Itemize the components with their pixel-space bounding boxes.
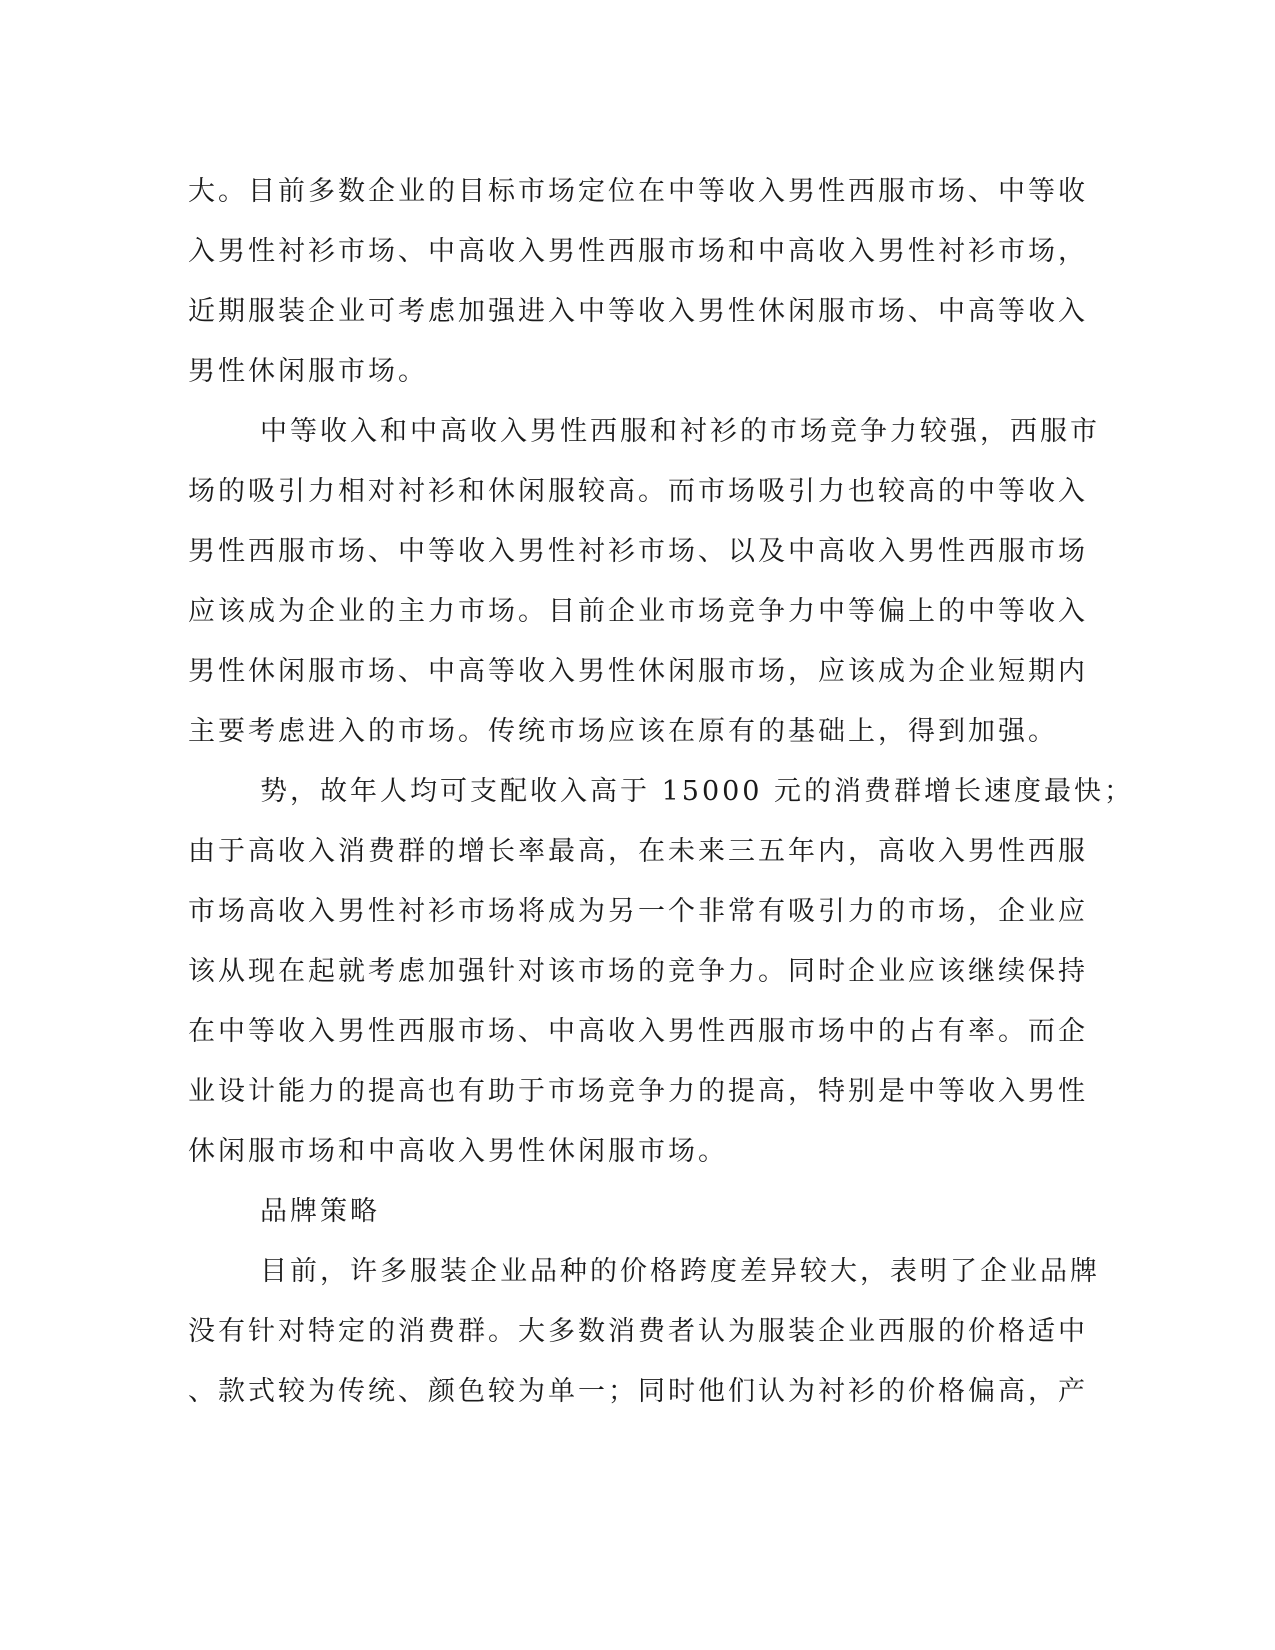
paragraph-3 — [188, 762, 1135, 1182]
text-line: 男性休闲服市场。 — [188, 356, 428, 387]
text-line: 主要考虑进入的市场。传统市场应该在原有的基础上，得到加强。 — [188, 716, 1058, 747]
paragraph-2 — [188, 402, 1100, 762]
text-line: 、款式较为传统、颜色较为单一；同时他们认为衬衫的价格偏高，产 — [188, 1376, 1088, 1407]
text-line: 没有针对特定的消费群。大多数消费者认为服装企业西服的价格适中 — [188, 1316, 1088, 1347]
text-line: 市场高收入男性衬衫市场将成为另一个非常有吸引力的市场，企业应 — [188, 896, 1088, 927]
text-line: 近期服装企业可考虑加强进入中等收入男性休闲服市场、中高等收入 — [188, 296, 1088, 327]
section-heading: 品牌策略 — [260, 1196, 380, 1227]
paragraph-1 — [188, 162, 1088, 402]
text-line: 业设计能力的提高也有助于市场竞争力的提高，特别是中等收入男性 — [188, 1076, 1088, 1107]
text-line: 应该成为企业的主力市场。目前企业市场竞争力中等偏上的中等收入 — [188, 596, 1088, 627]
text-line: 中等收入和中高收入男性西服和衬衫的市场竞争力较强，西服市 — [260, 416, 1100, 447]
document-body — [188, 162, 1135, 1422]
text-line: 休闲服市场和中高收入男性休闲服市场。 — [188, 1136, 728, 1167]
text-line: 场的吸引力相对衬衫和休闲服较高。而市场吸引力也较高的中等收入 — [188, 476, 1088, 507]
text-line: 目前，许多服装企业品种的价格跨度差异较大，表明了企业品牌 — [260, 1256, 1100, 1287]
section-heading-brand-strategy — [188, 1182, 1088, 1242]
text-line: 在中等收入男性西服市场、中高收入男性西服市场中的占有率。而企 — [188, 1016, 1088, 1047]
paragraph-4 — [188, 1242, 1100, 1422]
text-line: 男性休闲服市场、中高等收入男性休闲服市场，应该成为企业短期内 — [188, 656, 1088, 687]
text-line: 该从现在起就考虑加强针对该市场的竞争力。同时企业应该继续保持 — [188, 956, 1088, 987]
text-line: 由于高收入消费群的增长率最高，在未来三五年内，高收入男性西服 — [188, 836, 1088, 867]
text-line: 势，故年人均可支配收入高于 15000 元的消费群增长速度最快； — [260, 776, 1135, 807]
text-line: 大。目前多数企业的目标市场定位在中等收入男性西服市场、中等收 — [188, 176, 1088, 207]
text-line: 入男性衬衫市场、中高收入男性西服市场和中高收入男性衬衫市场， — [188, 236, 1088, 267]
text-line: 男性西服市场、中等收入男性衬衫市场、以及中高收入男性西服市场 — [188, 536, 1088, 567]
